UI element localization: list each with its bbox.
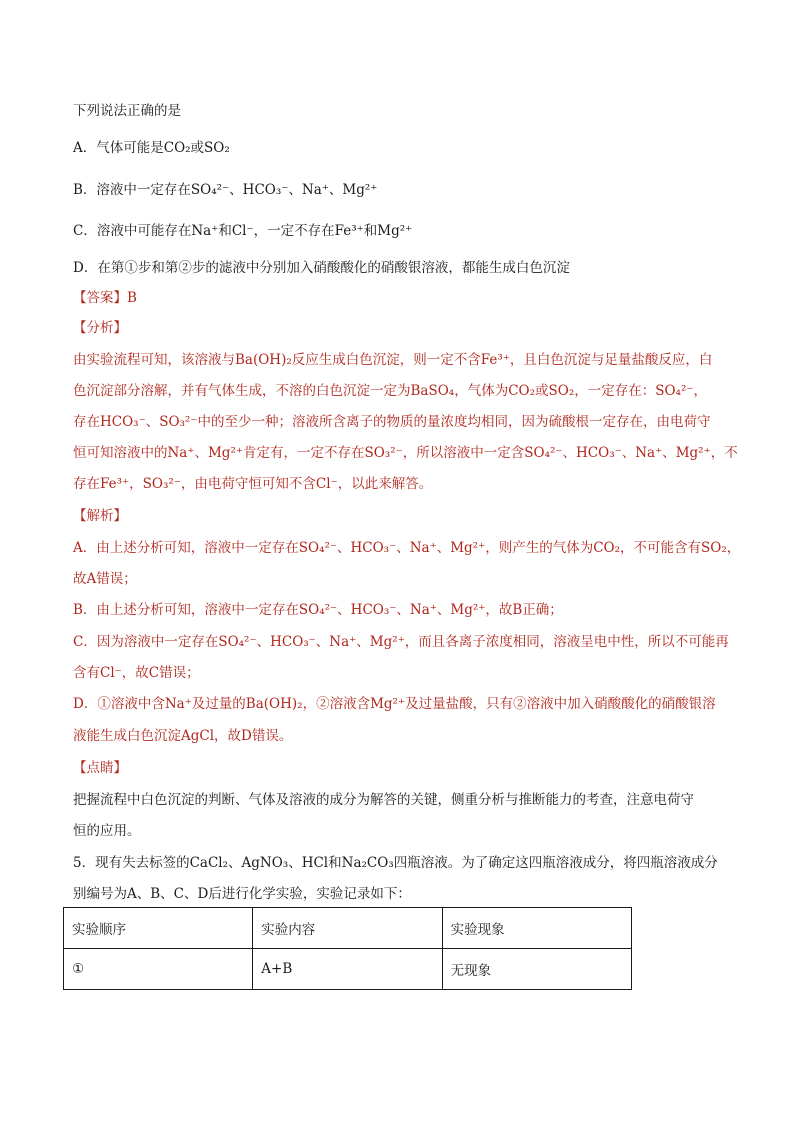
explanation-line: C．因为溶液中一定存在SO₄²⁻、HCO₃⁻、Na⁺、Mg²⁺，而且各离子浓度相同，溶液呈电中性，所以不可能再 [73, 634, 729, 650]
analysis-line: 由实验流程可知，该溶液与Ba(OH)₂反应生成白色沉淀，则一定不含Fe³⁺，且白色沉淀与足量盐酸反应，白 [73, 352, 713, 368]
question-stem: 下列说法正确的是 [73, 103, 181, 119]
option-a: A．气体可能是CO₂或SO₂ [73, 140, 230, 156]
explanation-line: 液能生成白色沉淀AgCl，故D错误。 [73, 728, 293, 744]
answer-line [73, 288, 724, 308]
question5-line: 别编号为A、B、C、D后进行化学实验，实验记录如下： [73, 886, 411, 902]
explanation-line: 故A错误； [73, 571, 137, 587]
table-header-cell: 实验现象 [442, 908, 631, 949]
table-cell: ① [64, 949, 253, 990]
explanation-tag: 【解析】 [73, 508, 127, 524]
answer-value: B [127, 290, 137, 306]
analysis-line: 存在HCO₃⁻、SO₃²⁻中的至少一种；溶液所含离子的物质的量浓度均相同，因为硫酸根一定存在，由电荷守 [73, 414, 711, 430]
table-header-cell: 实验内容 [253, 908, 442, 949]
explanation-line: 含有Cl⁻，故C错误； [73, 665, 200, 681]
experiment-table [63, 907, 632, 990]
table-cell: 无现象 [442, 949, 631, 990]
table-header-row [64, 908, 632, 949]
key-points-line: 恒的应用。 [73, 823, 141, 839]
key-points-line: 把握流程中白色沉淀的判断、气体及溶液的成分为解答的关键，侧重分析与推断能力的考查，注意电荷守 [73, 792, 694, 808]
analysis-line: 恒可知溶液中的Na⁺、Mg²⁺肯定有，一定不存在SO₃²⁻，所以溶液中一定含SO₄²⁻、HCO₃⁻、Na⁺、Mg²⁺，不 [73, 445, 738, 461]
explanation-line: D．①溶液中含Na⁺及过量的Ba(OH)₂，②溶液含Mg²⁺及过量盐酸，只有②溶液中加入硝酸酸化的硝酸银溶 [73, 696, 716, 712]
option-c: C．溶液中可能存在Na⁺和Cl⁻，一定不存在Fe³⁺和Mg²⁺ [73, 223, 413, 239]
table-cell: A+B [253, 949, 442, 990]
analysis-line: 存在Fe³⁺，SO₃²⁻，由电荷守恒可知不含Cl⁻，以此来解答。 [73, 476, 433, 492]
explanation-line: A．由上述分析可知，溶液中一定存在SO₄²⁻、HCO₃⁻、Na⁺、Mg²⁺，则产生的气体为CO₂，不可能含有SO₂， [73, 540, 741, 556]
key-points-tag: 【点睛】 [73, 760, 127, 776]
analysis-tag: 【分析】 [73, 320, 127, 336]
option-b: B．溶液中一定存在SO₄²⁻、HCO₃⁻、Na⁺、Mg²⁺ [73, 182, 378, 198]
option-d: D．在第①步和第②步的滤液中分别加入硝酸酸化的硝酸银溶液，都能生成白色沉淀 [73, 260, 570, 276]
table-header-cell: 实验顺序 [64, 908, 253, 949]
table-row [64, 949, 632, 990]
explanation-line: B．由上述分析可知，溶液中一定存在SO₄²⁻、HCO₃⁻、Na⁺、Mg²⁺，故B正确； [73, 602, 563, 618]
question5-line: 5．现有失去标签的CaCl₂、AgNO₃、HCl和Na₂CO₃四瓶溶液。为了确定这四瓶溶液成分，将四瓶溶液成分 [73, 855, 718, 871]
answer-tag: 【答案】 [73, 290, 127, 306]
analysis-line: 色沉淀部分溶解，并有气体生成，不溶的白色沉淀一定为BaSO₄，气体为CO₂或SO₂，一定存在：SO₄²⁻， [73, 383, 707, 399]
